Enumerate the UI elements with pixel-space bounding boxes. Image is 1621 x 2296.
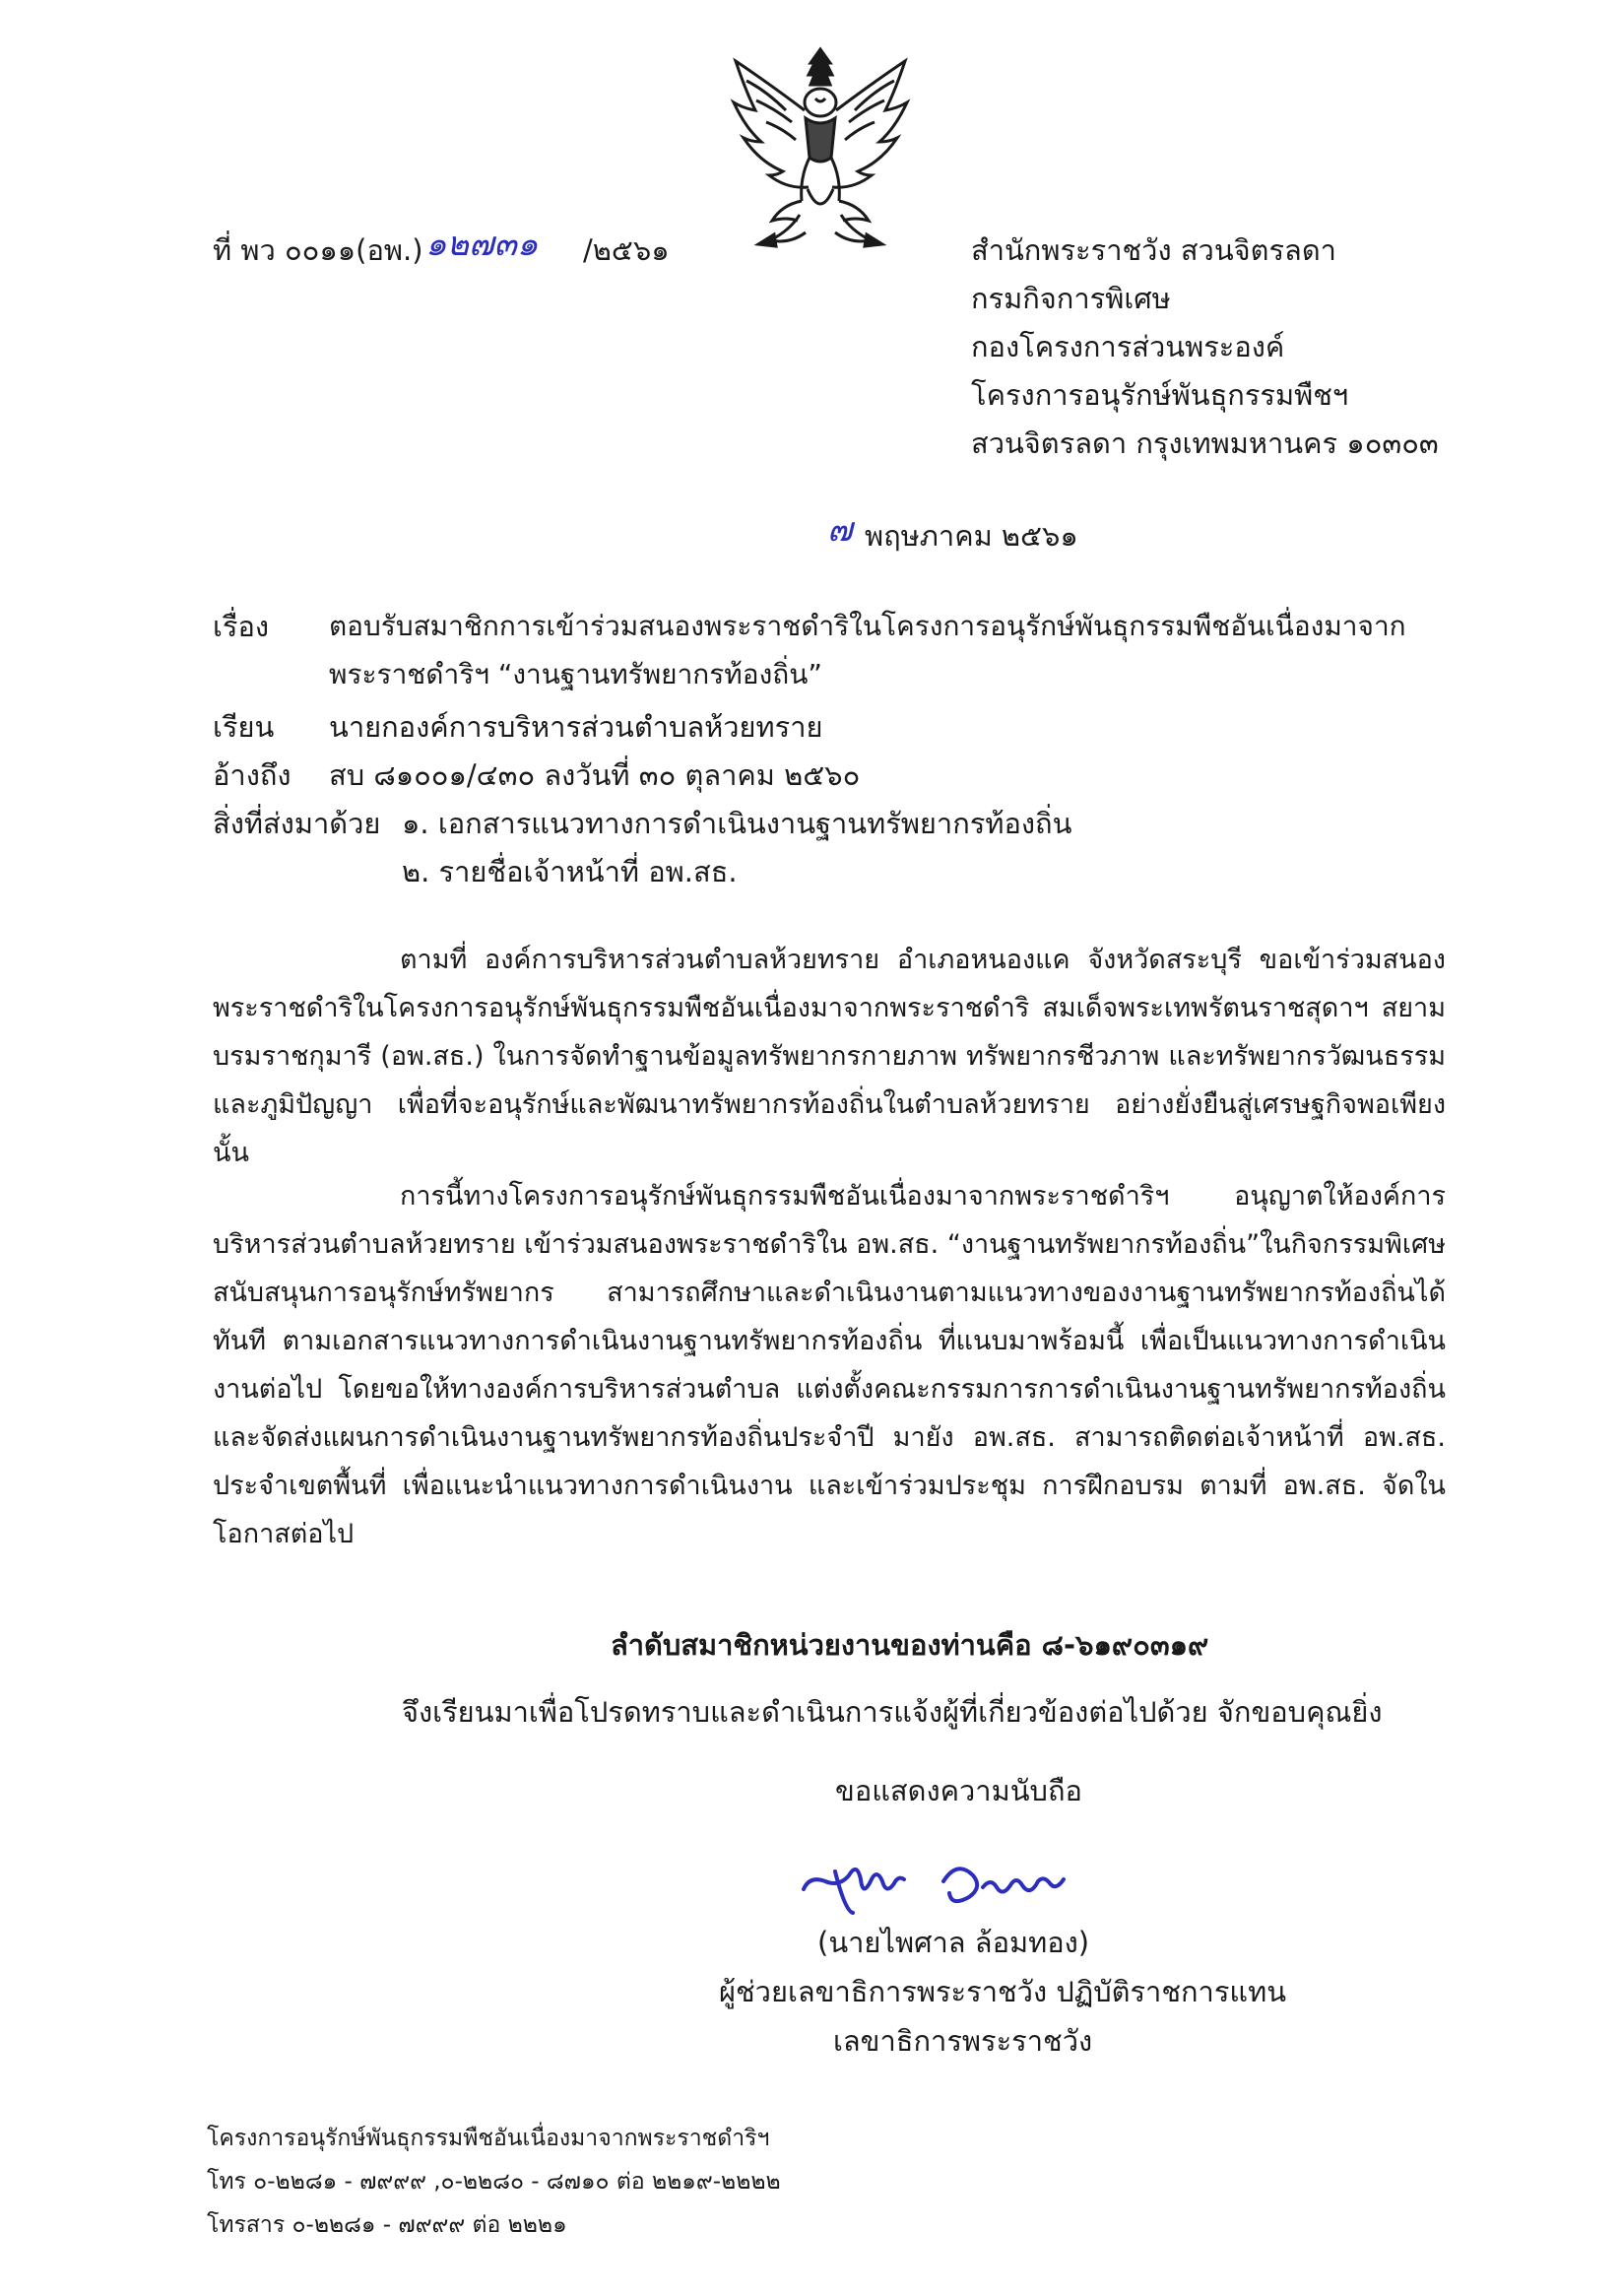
signer-name: (นายไพศาล ล้อมทอง) [817, 1926, 1090, 1959]
enclosure-label: สิ่งที่ส่งมาด้วย [213, 807, 381, 840]
subject-label: เรื่อง [213, 610, 270, 643]
sender-line-5: สวนจิตรลดา กรุงเทพมหานคร ๑๐๓๐๓ [971, 426, 1439, 460]
date-day-handwritten: ๗ [827, 510, 853, 550]
member-number-line: ลำดับสมาชิกหน่วยงานของท่านคือ ๘-๖๑๙๐๓๑๙ [611, 1628, 1209, 1662]
footer-phone: โทร ๐-๒๒๘๑ - ๗๙๙๙ ,๐-๒๒๘๐ - ๘๗๑๐ ต่อ ๒๒๑๙-๒๒๒๒ [207, 2169, 781, 2195]
garuda-emblem-icon [717, 41, 924, 260]
reference-label: อ้างถึง [213, 758, 292, 792]
date-month-year: พฤษภาคม ๒๕๖๑ [865, 519, 1078, 553]
body-paragraph-1 [213, 936, 1446, 1177]
reference-number-handwritten: ๑๒๗๓๑ [425, 225, 539, 264]
signer-title-line-1: ผู้ช่วยเลขาธิการพระราชวัง ปฏิบัติราชการแทน [719, 1975, 1287, 2008]
subject-line-2: พระราชดำริฯ “งานฐานทรัพยากรท้องถิ่น” [329, 658, 822, 690]
to-recipient: นายกองค์การบริหารส่วนตำบลห้วยทราย [329, 710, 823, 744]
enclosure-item-2: ๒. รายชื่อเจ้าหน้าที่ อพ.สธ. [402, 855, 738, 888]
sender-line-4: โครงการอนุรักษ์พันธุกรรมพืชฯ [971, 378, 1349, 412]
to-label: เรียน [213, 710, 275, 744]
signer-title-line-2: เลขาธิการพระราชวัง [833, 2024, 1093, 2058]
sender-line-3: กองโครงการส่วนพระองค์ [971, 330, 1285, 363]
valediction: ขอแสดงความนับถือ [835, 1774, 1082, 1807]
reference-value: สบ ๘๑๐๐๑/๔๓๐ ลงวันที่ ๓๐ ตุลาคม ๒๕๖๐ [329, 758, 861, 792]
closing-request: จึงเรียนมาเพื่อโปรดทราบและดำเนินการแจ้งผู้ที่เกี่ยวข้องต่อไปด้วย จักขอบคุณยิ่ง [402, 1695, 1383, 1729]
body-paragraph-2-text: การนี้ทางโครงการอนุรักษ์พันธุกรรมพืชอันเนื่องมาจากพระราชดำริฯ อนุญาตให้องค์การบริหารส่วนตำบลห้วยทราย เข้าร่วมสนองพระราชดำริใน อพ.สธ. “งานฐานทรัพยากรท้องถิ่น”ในกิจกรรมพิเศษสนับสนุนการอนุรักษ์ทรัพยากร สามารถศึกษาและดำเนินงานตามแนวทางของงานฐานทรัพยากรท้องถิ่นได้ทันที ตามเอกสารแนวทางการดำเนินงานฐานทรัพยากรท้องถิ่น ที่แนบมาพร้อมนี้ เพื่อเป็นแนวทางการดำเนินงานต่อไป โดยขอให้ทางองค์การบริหารส่วนตำบล แต่งตั้งคณะกรรมการการดำเนินงานฐานทรัพยากรท้องถิ่นและจัดส่งแผนการดำเนินงานฐานทรัพยากรท้องถิ่นประจำปี มายัง อพ.สธ. สามารถติดต่อเจ้าหน้าที่ อพ.สธ. ประจำเขตพื้นที่ เพื่อแนะนำแนวทางการดำเนินงาน และเข้าร่วมประชุม การฝึกอบรม ตามที่ อพ.สธ. จัดในโอกาสต่อไป [213, 1181, 1446, 1549]
footer-fax: โทรสาร ๐-๒๒๘๑ - ๗๙๙๙ ต่อ ๒๒๒๑ [207, 2212, 567, 2238]
sender-line-2: กรมกิจการพิเศษ [971, 282, 1171, 315]
reference-prefix: ที่ พว ๐๐๑๑(อพ.) [213, 233, 423, 267]
enclosure-item-1: ๑. เอกสารแนวทางการดำเนินงานฐานทรัพยากรท้องถิ่น [402, 807, 1072, 840]
footer-organization: โครงการอนุรักษ์พันธุกรรมพืชอันเนื่องมาจากพระราชดำริฯ [207, 2126, 770, 2151]
sender-line-1: สำนักพระราชวัง สวนจิตรลดา [971, 233, 1336, 267]
body-paragraph-1-text: ตามที่ องค์การบริหารส่วนตำบลห้วยทราย อำเภอหนองแค จังหวัดสระบุรี ขอเข้าร่วมสนองพระราชดำริในโครงการอนุรักษ์พันธุกรรมพืชอันเนื่องมาจากพระราชดำริ สมเด็จพระเทพรัตนราชสุดาฯ สยามบรมราชกุมารี (อพ.สธ.) ในการจัดทำฐานข้อมูลทรัพยากรกายภาพ ทรัพยากรชีวภาพ และทรัพยากรวัฒนธรรมและภูมิปัญญา เพื่อที่จะอนุรักษ์และพัฒนาทรัพยากรท้องถิ่นในตำบลห้วยทราย อย่างยั่งยืนสู่เศรษฐกิจพอเพียง นั้น [213, 945, 1446, 1168]
subject-line-1: ตอบรับสมาชิกการเข้าร่วมสนองพระราชดำริในโครงการอนุรักษ์พันธุกรรมพืชอันเนื่องมาจาก [329, 610, 1406, 642]
handwritten-signature [796, 1842, 1111, 1931]
body-paragraph-2 [213, 1172, 1446, 1558]
reference-year: /๒๕๖๑ [583, 233, 670, 267]
